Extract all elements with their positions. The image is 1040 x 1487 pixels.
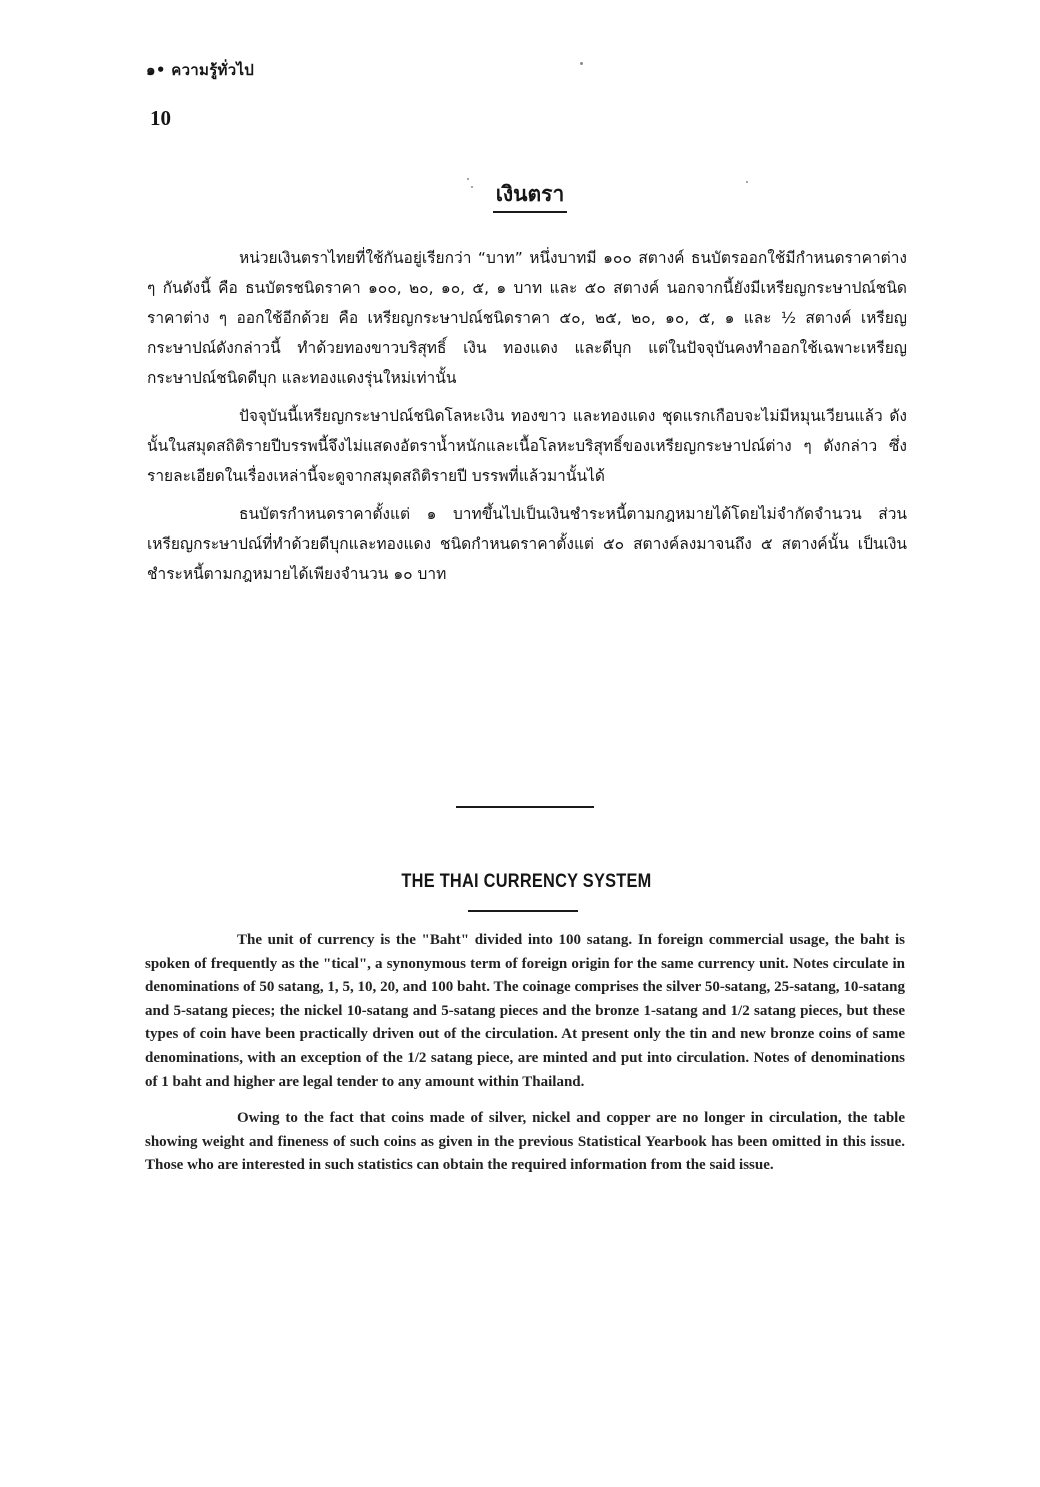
scan-speck — [471, 186, 473, 188]
scan-speck — [580, 62, 583, 65]
running-head: ๑• ความรู้ทั่วไป — [146, 61, 255, 79]
scan-speck — [746, 181, 748, 183]
english-paragraph-1: The unit of currency is the "Baht" divided into 100 satang. In foreign commercial usage, the baht is spoken of frequently as the "tical", a synonymous term of foreign origin for the same currency unit. Notes circulate in denominations of 50 satang, 1, 5, 10, 20, and 100 baht. The coinage comprises the silver 50-satang, 25-satang, 10-satang and 5-satang pieces; the nickel 10-satang and 5-satang pieces and the bronze 1-satang and 1/2 satang pieces, but these types of coin have been practically driven out of the circulation. At present only the tin and new bronze coins of same denominations, with an exception of the 1/2 satang piece, are minted and put into circulation. Notes of denominations of 1 baht and higher are legal tender to any amount within Thailand. — [145, 932, 905, 1090]
page-number: 10 — [150, 106, 171, 130]
english-title-underline — [468, 910, 578, 912]
section-divider — [456, 806, 594, 808]
thai-section-body — [147, 243, 907, 597]
thai-title-underline — [493, 211, 567, 213]
thai-paragraph-3: ธนบัตรกำหนดราคาตั้งแต่ ๑ บาทขึ้นไปเป็นเงินชำระหนี้ตามกฎหมายได้โดยไม่จำกัดจำนวน ส่วนเหรียญกระษาปณ์ที่ทำด้วยดีบุกและทองแดง ชนิดกำหนดราคาตั้งแต่ ๕๐ สตางค์ลงมาจนถึง ๕ สตางค์นั้น เป็นเงินชำระหนี้ตามกฎหมายได้เพียงจำนวน ๑๐ บาท — [147, 505, 907, 583]
english-section-title: THE THAI CURRENCY SYSTEM — [401, 871, 652, 892]
thai-paragraph-1: หน่วยเงินตราไทยที่ใช้กันอยู่เรียกว่า “บาท” หนึ่งบาทมี ๑๐๐ สตางค์ ธนบัตรออกใช้มีกำหนดราคาต่าง ๆ กันดังนี้ คือ ธนบัตรชนิดราคา ๑๐๐, ๒๐, ๑๐, ๕, ๑ บาท และ ๕๐ สตางค์ นอกจากนี้ยังมีเหรียญกระษาปณ์ชนิดราคาต่าง ๆ ออกใช้อีกด้วย คือ เหรียญกระษาปณ์ชนิดราคา ๕๐, ๒๕, ๒๐, ๑๐, ๕, ๑ และ ½ สตางค์ เหรียญกระษาปณ์ดังกล่าวนี้ ทำด้วยทองขาวบริสุทธิ์ เงิน ทองแดง และดีบุก แต่ในปัจจุบันคงทำออกใช้เฉพาะเหรียญกระษาปณ์ชนิดดีบุก และทองแดงรุ่นใหม่เท่านั้น — [147, 249, 907, 387]
english-section-body — [145, 929, 905, 1191]
thai-section-title: เงินตรา — [495, 182, 565, 206]
thai-paragraph-2: ปัจจุบันนี้เหรียญกระษาปณ์ชนิดโลหะเงิน ทองขาว และทองแดง ชุดแรกเกือบจะไม่มีหมุนเวียนแล้ว ดังนั้นในสมุดสถิติรายปีบรรพนี้จึงไม่แสดงอัตราน้ำหนักและเนื้อโลหะบริสุทธิ์ของเหรียญกระษาปณ์ต่าง ๆ ดังกล่าว ซึ่งรายละเอียดในเรื่องเหล่านี้จะดูจากสมุดสถิติรายปี บรรพที่แล้วมานั้นได้ — [147, 407, 907, 485]
english-paragraph-2: Owing to the fact that coins made of silver, nickel and copper are no longer in circulation, the table showing weight and fineness of such coins as given in the previous Statistical Yearbook has been omitted in this issue. Those who are interested in such statistics can obtain the required information from the said issue. — [145, 1110, 905, 1174]
scan-speck — [467, 178, 469, 180]
